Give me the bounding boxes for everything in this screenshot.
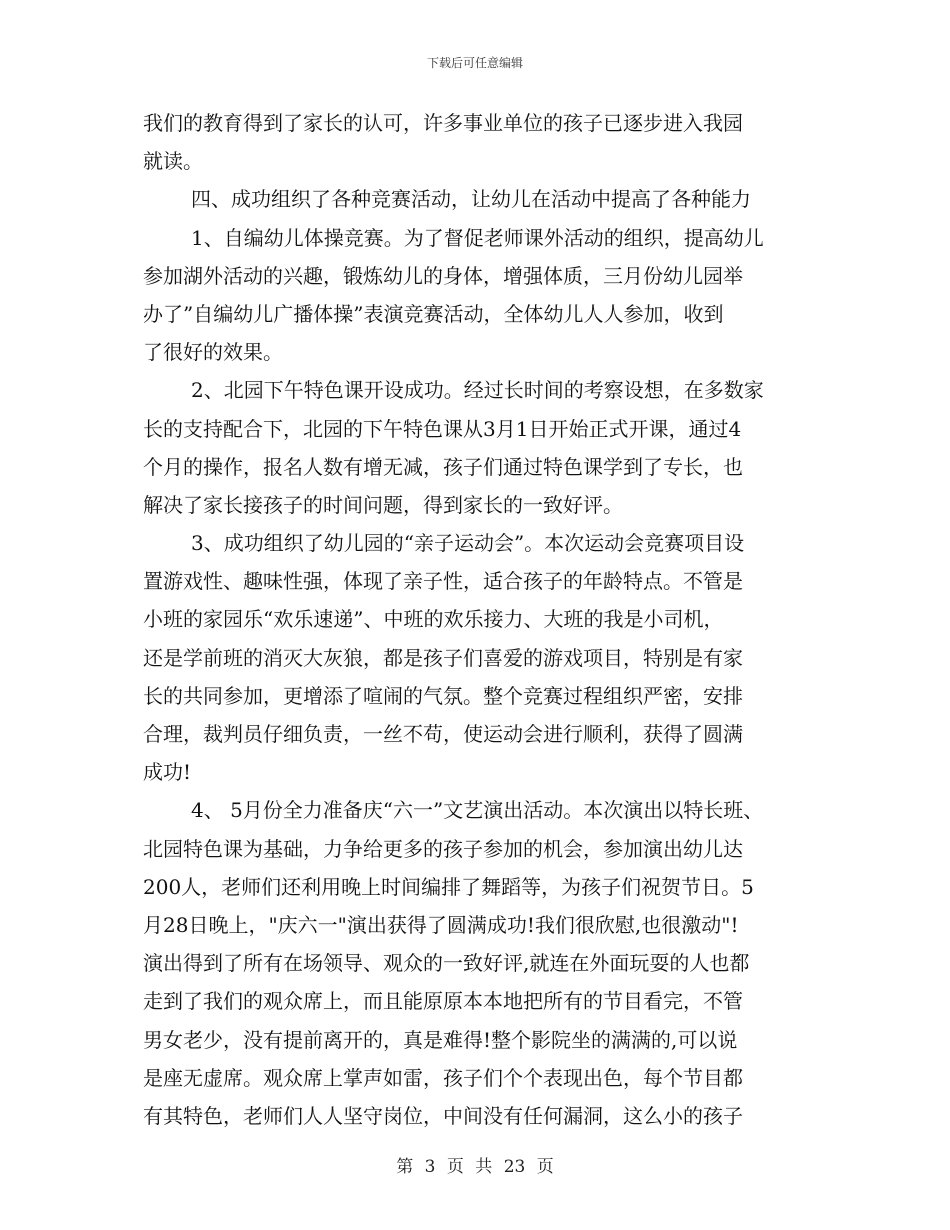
text-line: 长的共同参加，更增添了喧闹的气氛。整个竞赛过程组织严密，安排 [143,683,743,708]
text-line: 还是学前班的消灭大灰狼，都是孩子们喜爱的游戏项目，特别是有家 [143,645,743,670]
text-line: 置游戏性、趣味性强，体现了亲子性，适合孩子的年龄特点。不管是 [143,569,743,594]
text-line: 我们的教育得到了家长的认可，许多事业单位的孩子已逐步进入我园 [143,111,743,135]
text-line: 就读。 [143,149,203,174]
text-line: 北园特色课为基础，力争给更多的孩子参加的机会，参加演出幼儿达 [143,836,743,861]
section-heading: 四、成功组织了各种竞赛活动，让幼儿在活动中提高了各种能力 [191,187,751,212]
text-line: 演出得到了所有在场领导、观众的一致好评,就连在外面玩耍的人也都 [143,951,750,976]
text-line: 办了”自编幼儿广播体操”表演竞赛活动，全体幼儿人人参加，收到 [143,301,724,326]
text-line: 男女老少，没有提前离开的，真是难得!整个影院坐的满满的,可以说 [143,1027,738,1052]
text-line: 小班的家园乐“欢乐速递”、中班的欢乐接力、大班的我是小司机， [143,607,724,632]
text-line: 2、北园下午特色课开设成功。经过长时间的考察设想，在多数家 [191,378,764,403]
text-line: 1、自编幼儿体操竞赛。为了督促老师课外活动的组织，提高幼儿 [191,225,764,250]
text-line: 走到了我们的观众席上，而且能原原本本地把所有的节目看完，不管 [143,989,743,1014]
document-body [143,104,808,1135]
text-line: 成功! [143,760,192,785]
text-line: 了很好的效果。 [143,340,283,365]
text-line: 参加湖外活动的兴趣，锻炼幼儿的身体，增强体质，三月份幼儿园举 [143,263,743,288]
text-line: 解决了家长接孩子的时间问题，得到家长的一致好评。 [143,492,623,517]
text-line: 合理，裁判员仔细负责，一丝不苟，使运动会进行顺利，获得了圆满 [143,722,743,746]
text-line: 3、成功组织了幼儿园的“亲子运动会”。本次运动会竞赛项目设 [191,531,745,556]
text-line: 200人，老师们还利用晚上时间编排了舞蹈等，为孩子们祝贺节日。5 [143,874,754,899]
text-line: 4、 5月份全力准备庆“六一”文艺演出活动。本次演出以特长班、 [191,798,764,823]
text-line: 月28日晚上，"庆六一"演出获得了圆满成功!我们很欣慰,也很激动"! [143,912,739,937]
page-header-note: 下载后可任意编辑 [426,56,523,70]
text-line: 长的支持配合下，北园的下午特色课从3月1日开始正式开课，通过4 [143,416,742,441]
text-line: 有其特色，老师们人人坚守岗位，中间没有任何漏洞，这么小的孩子 [143,1103,743,1128]
text-line: 是座无虚席。观众席上掌声如雷，孩子们个个表现出色，每个节目都 [143,1065,743,1090]
text-line: 个月的操作，报名人数有增无减，孩子们通过特色课学到了专长，也 [143,454,743,479]
page-number: 第 3 页 共 23 页 [396,1157,554,1177]
